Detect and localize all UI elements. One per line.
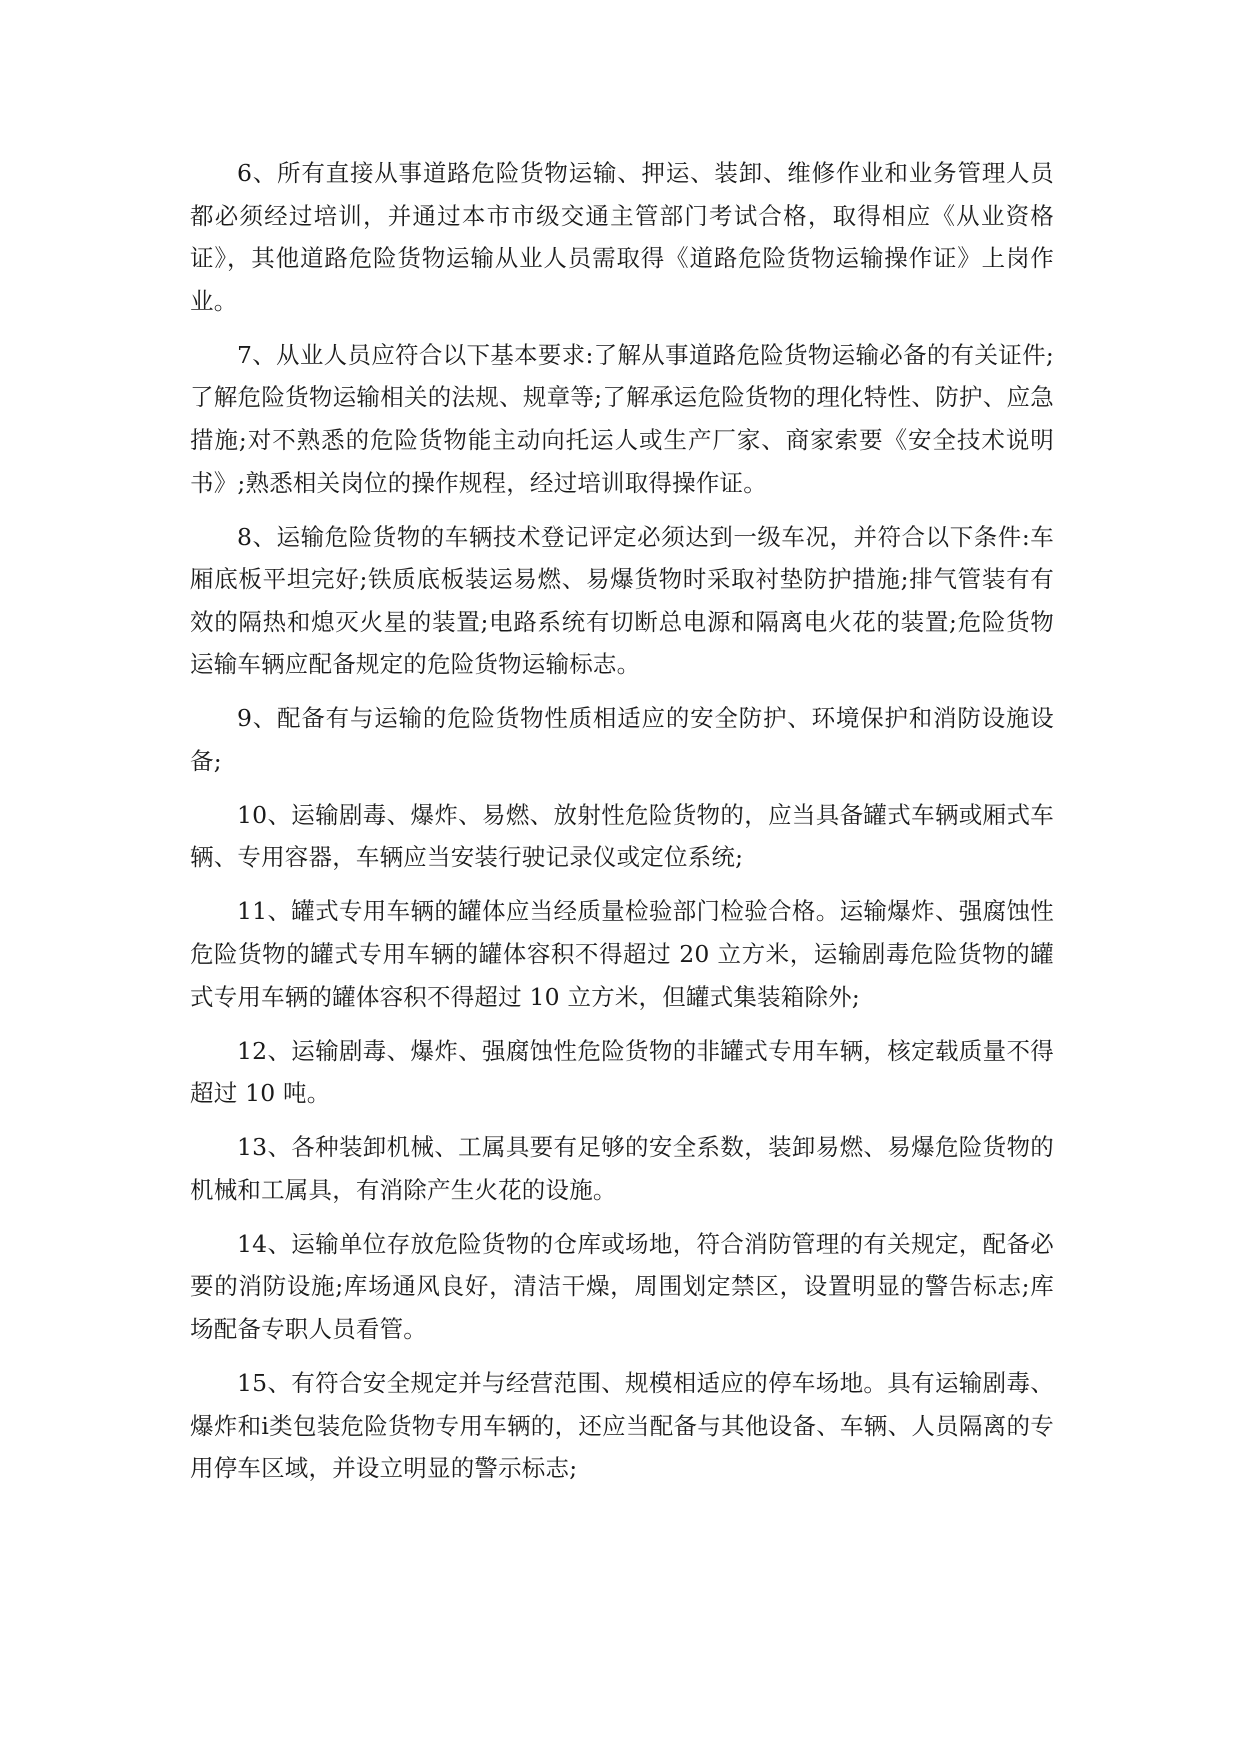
document-body: [190, 152, 1054, 1501]
paragraph-13: 13、各种装卸机械、工属具要有足够的安全系数，装卸易燃、易爆危险货物的机械和工属具，有消除产生火花的设施。: [190, 1133, 1054, 1204]
paragraph-7: 7、从业人员应符合以下基本要求:了解从事道路危险货物运输必备的有关证件;了解危险货物运输相关的法规、规章等;了解承运危险货物的理化特性、防护、应急措施;对不熟悉的危险货物能主动向托运人或生产厂家、商家索要《安全技术说明书》;熟悉相关岗位的操作规程，经过培训取得操作证。: [190, 340, 1054, 497]
paragraph-14: 14、运输单位存放危险货物的仓库或场地，符合消防管理的有关规定，配备必要的消防设施;库场通风良好，清洁干燥，周围划定禁区，设置明显的警告标志;库场配备专职人员看管。: [190, 1229, 1054, 1343]
paragraph-15: 15、有符合安全规定并与经营范围、规模相适应的停车场地。具有运输剧毒、爆炸和ⅰ类包装危险货物专用车辆的，还应当配备与其他设备、车辆、人员隔离的专用停车区域，并设立明显的警示标志;: [190, 1368, 1054, 1483]
paragraph-10: 10、运输剧毒、爆炸、易燃、放射性危险货物的，应当具备罐式车辆或厢式车辆、专用容器，车辆应当安装行驶记录仪或定位系统;: [190, 800, 1054, 872]
paragraph-11: 11、罐式专用车辆的罐体应当经质量检验部门检验合格。运输爆炸、强腐蚀性危险货物的罐式专用车辆的罐体容积不得超过 20 立方米，运输剧毒危险货物的罐式专用车辆的罐体容积不得超过 10 立方米，但罐式集装箱除外;: [190, 897, 1054, 1011]
paragraph-8: 8、运输危险货物的车辆技术登记评定必须达到一级车况，并符合以下条件:车厢底板平坦完好;铁质底板装运易燃、易爆货物时采取衬垫防护措施;排气管装有有效的隔热和熄灭火星的装置;电路系统有切断总电源和隔离电火花的装置;危险货物运输车辆应配备规定的危险货物运输标志。: [190, 522, 1054, 679]
paragraph-6: 6、所有直接从事道路危险货物运输、押运、装卸、维修作业和业务管理人员都必须经过培训，并通过本市市级交通主管部门考试合格，取得相应《从业资格证》，其他道路危险货物运输从业人员需取得《道路危险货物运输操作证》上岗作业。: [190, 159, 1054, 315]
paragraph-9: 9、配备有与运输的危险货物性质相适应的安全防护、环境保护和消防设施设备;: [190, 704, 1054, 775]
paragraph-12: 12、运输剧毒、爆炸、强腐蚀性危险货物的非罐式专用车辆，核定载质量不得超过 10 吨。: [190, 1036, 1054, 1108]
